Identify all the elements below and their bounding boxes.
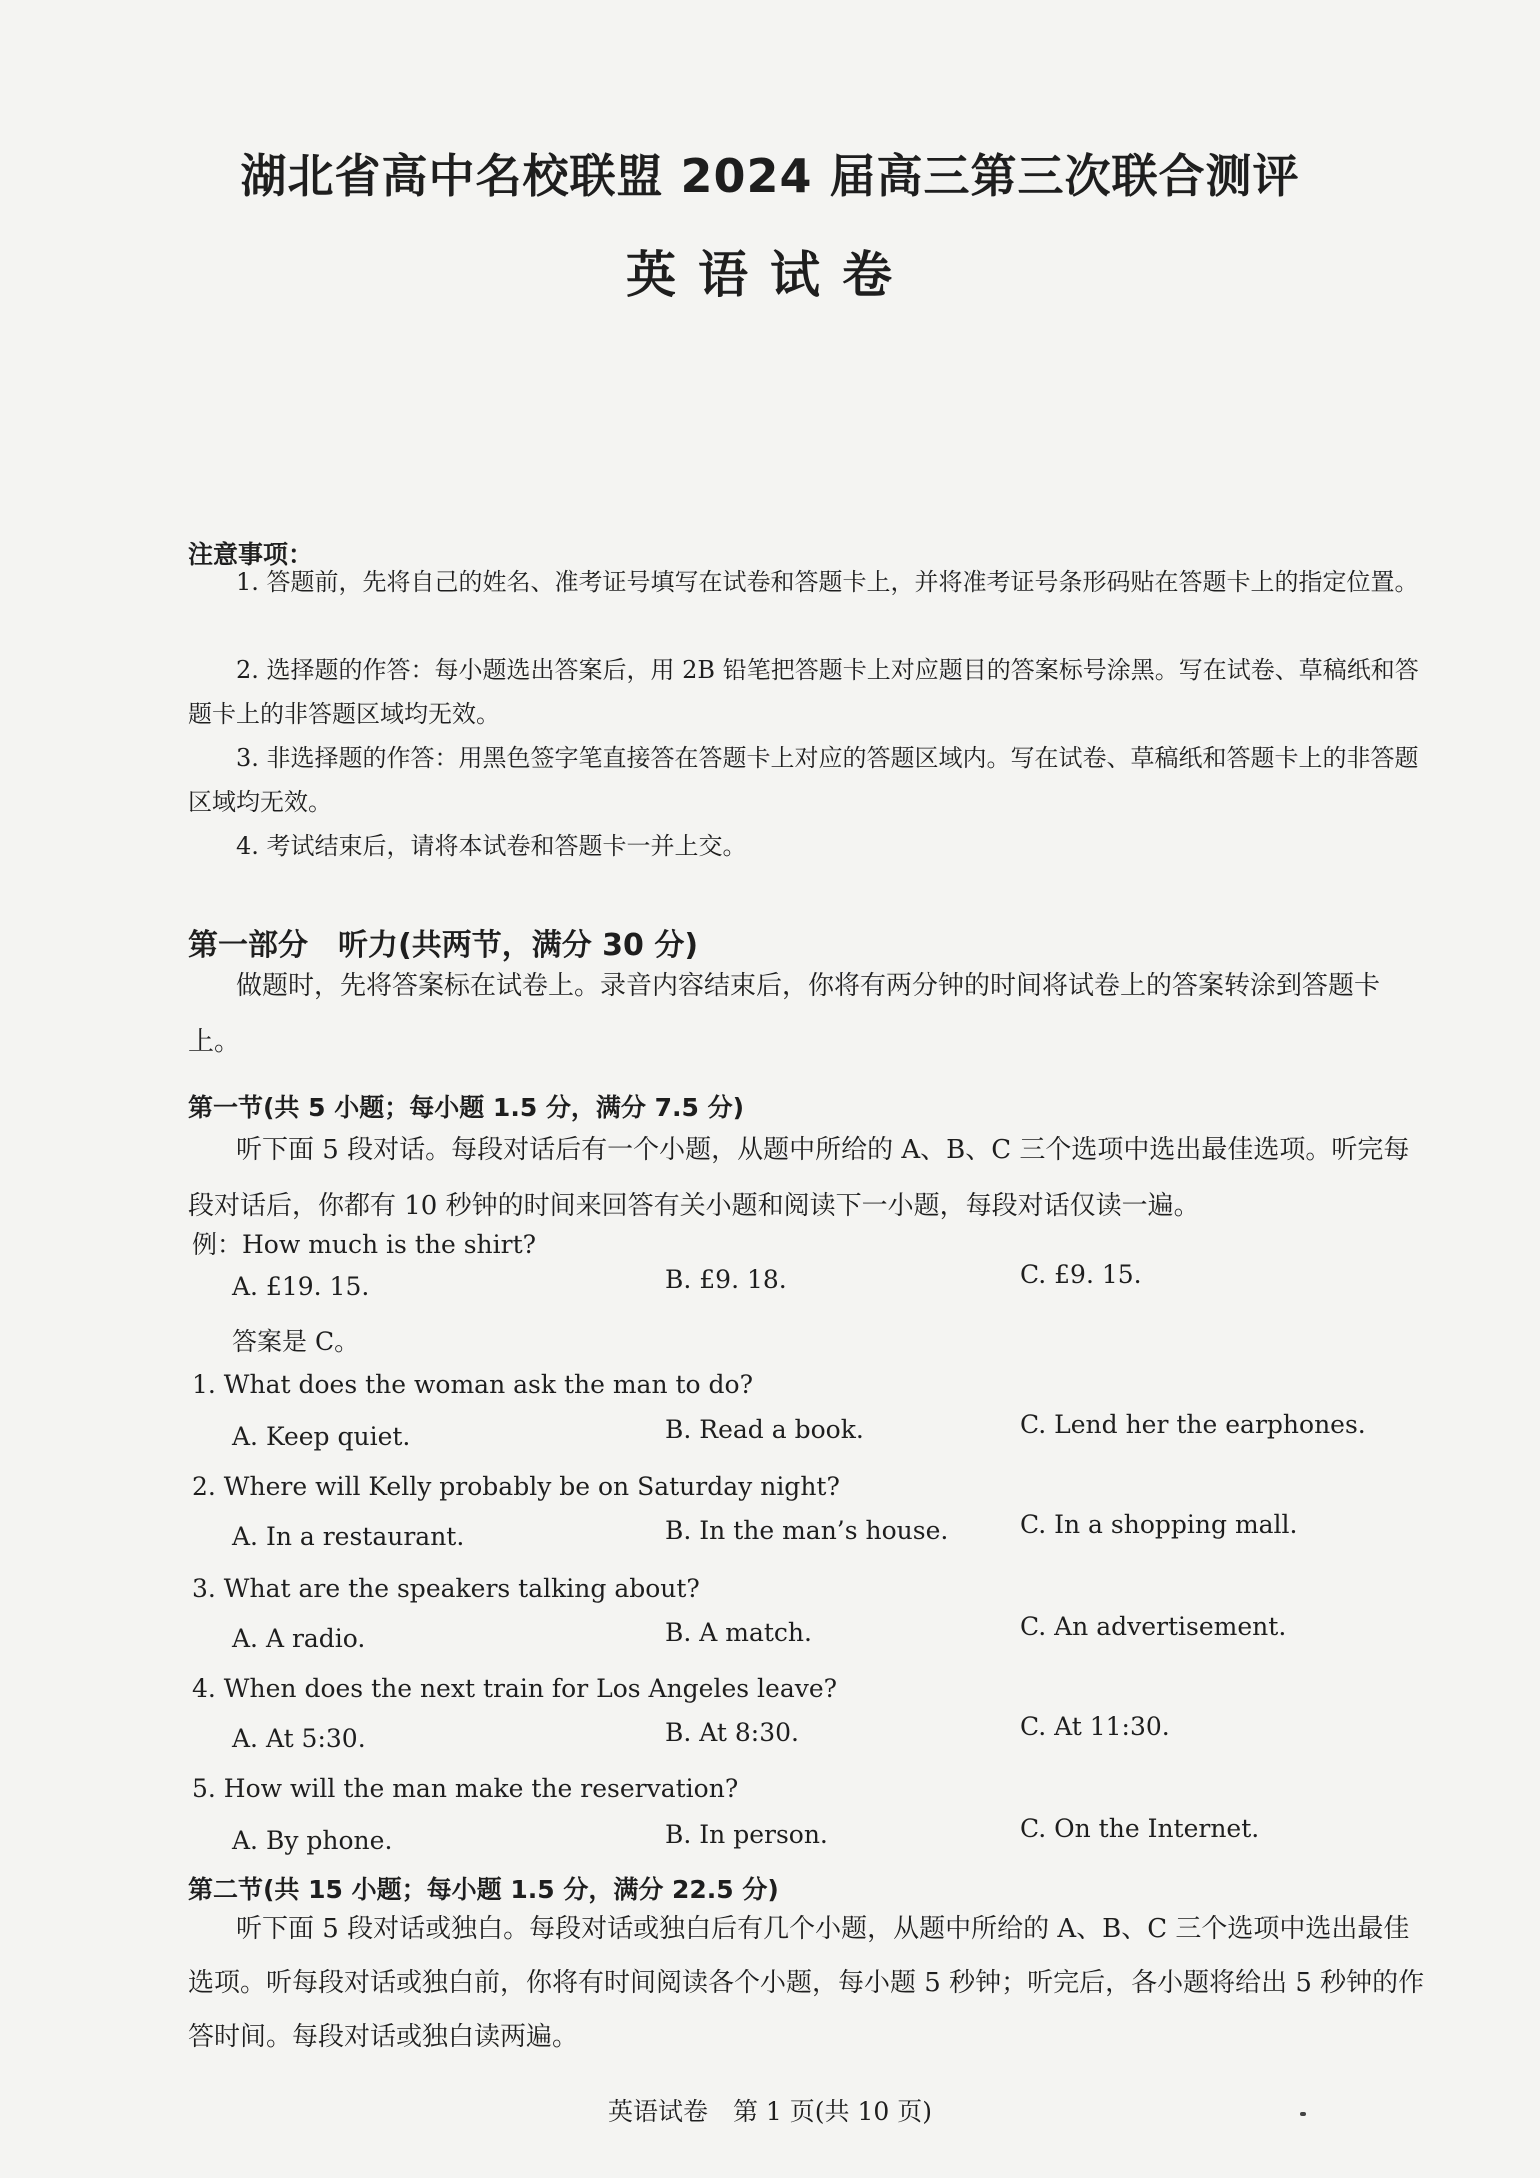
- note-item-3: 3. 非选择题的作答：用黑色签字笔直接答在答题卡上对应的答题区域内。写在试卷、草稿纸和答题卡上的非答题区域均无效。: [188, 744, 1419, 816]
- exam-title: 湖北省高中名校联盟 2024 届高三第三次联合测评: [240, 149, 1300, 203]
- question-1-option-c: C. Lend her the earphones.: [1020, 1410, 1366, 1439]
- example-option-a: A. £19. 15.: [232, 1272, 370, 1301]
- notes-heading: 注意事项：: [188, 540, 314, 569]
- section1-heading: 第一节(共 5 小题；每小题 1.5 分，满分 7.5 分): [188, 1093, 745, 1122]
- question-4: 4. When does the next train for Los Angeles leave?: [192, 1674, 838, 1703]
- note-item-2: 2. 选择题的作答：每小题选出答案后，用 2B 铅笔把答题卡上对应题目的答案标号涂黑。写在试卷、草稿纸和答题卡上的非答题区域均无效。: [188, 656, 1419, 728]
- section2-heading: 第二节(共 15 小题；每小题 1.5 分，满分 22.5 分): [188, 1875, 779, 1904]
- question-5-option-a: A. By phone.: [232, 1826, 393, 1855]
- question-5-option-b: B. In person.: [665, 1820, 828, 1849]
- part1-intro: 做题时，先将答案标在试卷上。录音内容结束后，你将有两分钟的时间将试卷上的答案转涂到答题卡上。: [188, 971, 1381, 1057]
- question-2: 2. Where will Kelly probably be on Saturday night?: [192, 1472, 840, 1501]
- exam-subtitle: 英语试卷: [626, 246, 914, 304]
- question-3-option-b: B. A match.: [665, 1618, 812, 1647]
- question-1: 1. What does the woman ask the man to do?: [192, 1370, 753, 1399]
- section1-instructions: 听下面 5 段对话。每段对话后有一个小题，从题中所给的 A、B、C 三个选项中选出最佳选项。听完每段对话后，你都有 10 秒钟的时间来回答有关小题和阅读下一小题，每段对话仅读一遍。: [188, 1135, 1410, 1221]
- question-1-option-a: A. Keep quiet.: [232, 1422, 411, 1451]
- question-3-option-c: C. An advertisement.: [1020, 1612, 1287, 1641]
- scan-speck: [1300, 2112, 1306, 2116]
- question-1-option-b: B. Read a book.: [665, 1415, 864, 1444]
- example-option-b: B. £9. 18.: [665, 1265, 787, 1294]
- part1-heading: 第一部分 听力(共两节，满分 30 分): [188, 928, 699, 963]
- question-2-option-c: C. In a shopping mall.: [1020, 1510, 1298, 1539]
- question-3: 3. What are the speakers talking about?: [192, 1574, 700, 1603]
- question-4-option-b: B. At 8:30.: [665, 1718, 799, 1747]
- example-question: 例：How much is the shirt?: [192, 1230, 537, 1259]
- question-5: 5. How will the man make the reservation?: [192, 1774, 739, 1803]
- question-4-option-a: A. At 5:30.: [232, 1724, 366, 1753]
- question-2-option-a: A. In a restaurant.: [232, 1522, 465, 1551]
- section2-instructions: 听下面 5 段对话或独白。每段对话或独白后有几个小题，从题中所给的 A、B、C 三个选项中选出最佳选项。听每段对话或独白前，你将有时间阅读各个小题，每小题 5 秒钟；听完后，各小题将给出 5 秒钟的作答时间。每段对话或独白读两遍。: [188, 1914, 1425, 2052]
- note-item-4: 4. 考试结束后，请将本试卷和答题卡一并上交。: [236, 832, 747, 860]
- page-footer: 英语试卷 第 1 页(共 10 页): [607, 2097, 932, 2126]
- question-3-option-a: A. A radio.: [232, 1624, 366, 1653]
- example-option-c: C. £9. 15.: [1020, 1260, 1142, 1289]
- question-5-option-c: C. On the Internet.: [1020, 1814, 1260, 1843]
- note-item-1: 1. 答题前，先将自己的姓名、准考证号填写在试卷和答题卡上，并将准考证号条形码贴在答题卡上的指定位置。: [236, 568, 1419, 596]
- question-2-option-b: B. In the man’s house.: [665, 1516, 949, 1545]
- question-4-option-c: C. At 11:30.: [1020, 1712, 1170, 1741]
- example-answer: 答案是 C。: [232, 1327, 360, 1356]
